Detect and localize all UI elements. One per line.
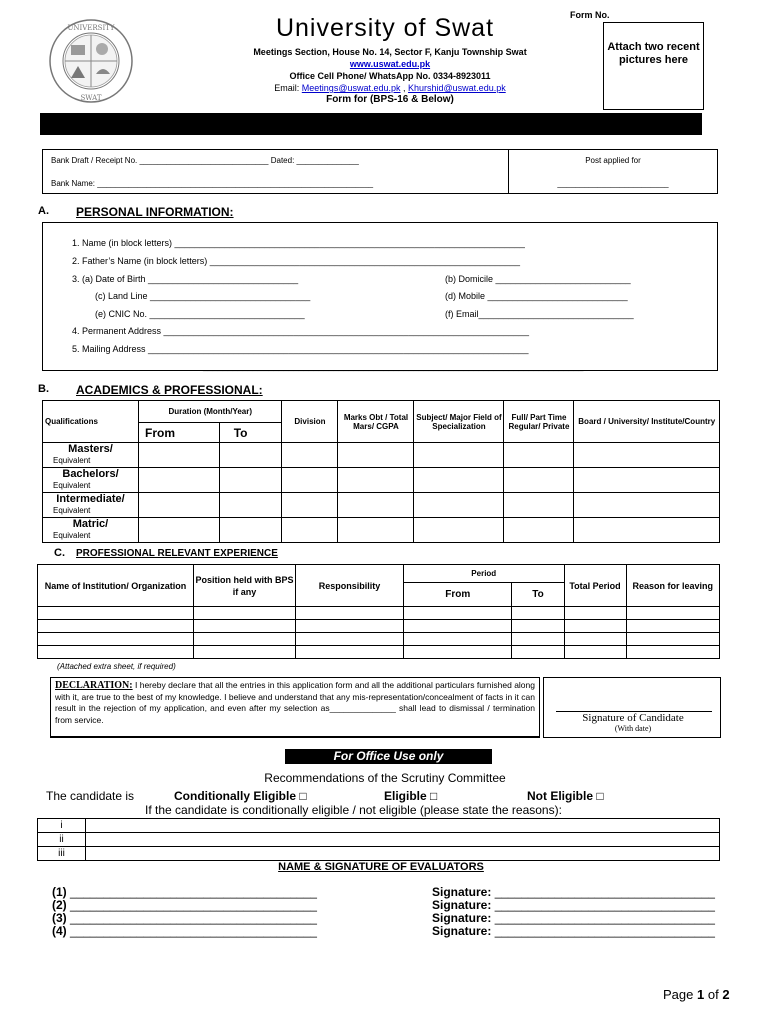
cell[interactable]	[512, 620, 564, 633]
signature-line[interactable]: _________________________________	[494, 924, 715, 938]
academics-table	[42, 400, 720, 543]
subject-header: Subject/ Major Field of Specialization	[414, 401, 504, 443]
cell[interactable]	[338, 518, 414, 543]
signature-label: Signature:	[432, 885, 492, 899]
cell[interactable]	[404, 607, 512, 620]
declaration-box	[50, 677, 540, 738]
section-a-letter: A.	[38, 205, 49, 217]
mobile-field[interactable]: (d) Mobile ____________________________	[445, 291, 628, 301]
checkbox-icon[interactable]: □	[430, 789, 438, 803]
cell[interactable]	[38, 620, 194, 633]
cell[interactable]	[564, 633, 626, 646]
candidate-is-label: The candidate is	[46, 789, 135, 803]
cell[interactable]	[512, 646, 564, 659]
reason-field[interactable]	[86, 833, 720, 847]
evaluator-num: (3)	[52, 911, 67, 925]
reason-field[interactable]	[86, 819, 720, 833]
cell[interactable]	[282, 493, 338, 518]
cell[interactable]	[194, 646, 296, 659]
cell[interactable]	[219, 468, 282, 493]
cell[interactable]	[414, 493, 504, 518]
qualification-sub: Equivalent	[53, 481, 91, 490]
office-use-banner: For Office Use only	[285, 749, 492, 764]
cell[interactable]	[282, 443, 338, 468]
cell[interactable]	[338, 443, 414, 468]
qualification-name: Masters/	[68, 443, 113, 455]
reason-num: ii	[38, 833, 86, 847]
cell[interactable]	[219, 493, 282, 518]
cell[interactable]	[404, 646, 512, 659]
qualification-sub: Equivalent	[53, 506, 91, 515]
cell[interactable]	[282, 518, 338, 543]
qualifications-header: Qualifications	[43, 401, 139, 443]
cell[interactable]	[626, 607, 719, 620]
qualification-name: Intermediate/	[56, 493, 125, 505]
table-row	[38, 607, 720, 620]
permanent-address-field[interactable]: 4. Permanent Address _________________________________________________________________________	[72, 326, 529, 336]
reason-header: Reason for leaving	[626, 565, 719, 607]
option-eligible[interactable]	[384, 789, 437, 803]
cell[interactable]	[282, 468, 338, 493]
cell[interactable]	[574, 493, 720, 518]
cell[interactable]	[338, 493, 414, 518]
landline-field[interactable]: (c) Land Line ________________________________	[95, 291, 311, 301]
cell[interactable]	[626, 646, 719, 659]
cell[interactable]	[338, 468, 414, 493]
board-header: Board / University/ Institute/Country	[574, 401, 720, 443]
cell[interactable]	[194, 607, 296, 620]
option-conditionally-eligible[interactable]	[174, 789, 307, 803]
responsibility-header: Responsibility	[296, 565, 404, 607]
option-label: Not Eligible	[527, 789, 593, 803]
email-link-1[interactable]: Meetings@uswat.edu.pk	[301, 83, 401, 93]
phone: Office Cell Phone/ WhatsApp No. 0334-8923011	[289, 71, 491, 81]
cell[interactable]	[504, 518, 574, 543]
evaluator-signatures	[432, 886, 715, 938]
cell[interactable]	[194, 620, 296, 633]
page-label: Page	[663, 987, 694, 1002]
cell[interactable]	[139, 443, 220, 468]
institution-header: Name of Institution/ Organization	[38, 565, 194, 607]
father-name-field[interactable]: 2. Father’s Name (in block letters) ______________________________________________________________	[72, 256, 521, 266]
cell[interactable]	[504, 443, 574, 468]
qualification-name: Matric/	[72, 518, 109, 530]
extra-sheet-note: (Attached extra sheet, if required)	[57, 662, 176, 671]
evaluator-name-line[interactable]: _____________________________________	[70, 924, 317, 938]
cell[interactable]	[38, 607, 194, 620]
university-logo	[36, 18, 146, 104]
exp-from-header: From	[404, 583, 512, 607]
section-c-letter: C.	[54, 547, 65, 559]
cell[interactable]	[414, 443, 504, 468]
table-row	[38, 620, 720, 633]
signature-label: Signature of Candidate	[582, 712, 684, 724]
signature-line[interactable]: _________________________________	[494, 885, 715, 899]
section-b-letter: B.	[38, 383, 49, 395]
cell[interactable]	[296, 620, 404, 633]
domicile-field[interactable]: (b) Domicile ___________________________	[445, 274, 631, 284]
experience-table	[37, 564, 720, 659]
cell[interactable]	[574, 468, 720, 493]
cell[interactable]	[219, 518, 282, 543]
fulltime-header: Full/ Part Time Regular/ Private	[504, 401, 574, 443]
checkbox-icon[interactable]: □	[299, 789, 307, 803]
mailing-address-field[interactable]: 5. Mailing Address ____________________________________________________________________________	[72, 344, 529, 354]
signature-line[interactable]: _________________________________	[494, 898, 715, 912]
photo-box: Attach two recent pictures here	[603, 22, 704, 110]
cell[interactable]	[219, 443, 282, 468]
form-for: Form for (BPS-16 & Below)	[326, 94, 454, 105]
cell[interactable]	[564, 607, 626, 620]
post-applied-label: Post applied for	[585, 156, 641, 165]
duration-header: Duration (Month/Year)	[139, 401, 282, 423]
total-period-header: Total Period	[564, 565, 626, 607]
svg-text:SWAT: SWAT	[80, 94, 102, 102]
signature-label: Signature:	[432, 924, 492, 938]
from-header: From	[139, 423, 220, 443]
signature-box[interactable]	[543, 677, 721, 738]
table-row	[43, 518, 720, 543]
checkbox-icon[interactable]: □	[596, 789, 604, 803]
cell[interactable]	[414, 468, 504, 493]
cell[interactable]	[296, 633, 404, 646]
evaluator-name-line[interactable]: _____________________________________	[70, 898, 317, 912]
cell[interactable]	[296, 607, 404, 620]
bank-name: Bank Name: ______________________________________________________________	[51, 179, 374, 188]
option-label: Eligible	[384, 789, 427, 803]
reason-field[interactable]	[86, 847, 720, 861]
cell[interactable]	[38, 646, 194, 659]
cell[interactable]	[139, 468, 220, 493]
reason-num: i	[38, 819, 86, 833]
table-row	[43, 493, 720, 518]
cell[interactable]	[574, 518, 720, 543]
to-header: To	[219, 423, 282, 443]
cnic-field[interactable]: (e) CNIC No. _______________________________	[95, 309, 305, 319]
email-separator: ,	[400, 83, 409, 93]
page-of: of	[707, 987, 719, 1002]
cell[interactable]	[139, 518, 220, 543]
cell[interactable]	[194, 633, 296, 646]
table-row	[43, 468, 720, 493]
website-link[interactable]: www.uswat.edu.pk	[349, 59, 431, 69]
svg-text:UNIVERSITY: UNIVERSITY	[67, 24, 115, 32]
cell[interactable]	[626, 633, 719, 646]
table-row	[38, 633, 720, 646]
cell[interactable]	[404, 633, 512, 646]
exp-to-header: To	[512, 583, 564, 607]
qualification-sub: Equivalent	[53, 531, 91, 540]
table-row	[43, 443, 720, 468]
signature-line[interactable]: _________________________________	[494, 911, 715, 925]
personal-info-box	[42, 222, 718, 371]
name-field[interactable]: 1. Name (in block letters) ______________________________________________________________________	[72, 238, 525, 248]
evaluator-num: (4)	[52, 924, 67, 938]
declaration-text: I hereby declare that all the entries in this application form and all the additional particulars furnished along with it, are true to the best of my knowledge. I believe and understand that any mis-representation/concealment of facts in it can result in the rejection of my application, and even after my selection as______________ shall lead to dismissal / termination from service.	[55, 680, 535, 725]
form-no-label: Form No.	[570, 10, 610, 20]
dob-field[interactable]: 3. (a) Date of Birth ______________________________	[72, 274, 299, 284]
cell[interactable]	[296, 646, 404, 659]
post-applied-line: _________________________	[557, 179, 669, 188]
option-not-eligible[interactable]	[527, 789, 604, 803]
page-total: 2	[722, 987, 730, 1002]
signature-label: Signature:	[432, 911, 492, 925]
reason-num: iii	[38, 847, 86, 861]
signature-label: Signature:	[432, 898, 492, 912]
period-header: Period	[404, 565, 565, 583]
cell[interactable]	[504, 493, 574, 518]
university-title: University of Swat	[275, 14, 495, 42]
option-label: Conditionally Eligible	[174, 789, 297, 803]
position-header: Position held with BPS if any	[194, 565, 296, 607]
division-header: Division	[282, 401, 338, 443]
reason-prompt: If the candidate is conditionally eligible / not eligible (please state the reasons):	[145, 803, 562, 817]
section-c-title: PROFESSIONAL RELEVANT EXPERIENCE	[76, 548, 278, 559]
page-current: 1	[697, 987, 705, 1002]
evaluator-num: (2)	[52, 898, 67, 912]
qualification-name: Bachelors/	[62, 468, 119, 480]
bank-draft: Bank Draft / Receipt No. _____________________________ Dated: ______________	[51, 156, 359, 165]
cell[interactable]	[504, 468, 574, 493]
cell[interactable]	[574, 443, 720, 468]
declaration-label: DECLARATION:	[55, 680, 133, 691]
cell[interactable]	[38, 633, 194, 646]
mailing-address-line-2[interactable]: ____________________________________________________________________________	[203, 361, 584, 371]
evaluators-title: NAME & SIGNATURE OF EVALUATORS	[278, 861, 484, 873]
email-link-2[interactable]: Khurshid@uswat.edu.pk	[408, 83, 506, 93]
page-number	[663, 987, 730, 1002]
cell[interactable]	[564, 646, 626, 659]
marks-header: Marks Obt / Total Mars/ CGPA	[338, 401, 414, 443]
cell[interactable]	[512, 607, 564, 620]
qualification-sub: Equivalent	[53, 456, 91, 465]
reasons-table	[37, 818, 720, 861]
email-field[interactable]: (f) Email_______________________________	[445, 309, 634, 319]
cell[interactable]	[139, 493, 220, 518]
evaluator-num: (1)	[52, 885, 67, 899]
address: Meetings Section, House No. 14, Sector F, Kanju Township Swat	[253, 47, 527, 57]
evaluator-name-line[interactable]: _____________________________________	[70, 911, 317, 925]
with-date-label: (With date)	[614, 724, 652, 733]
evaluator-names	[52, 886, 317, 938]
cell[interactable]	[512, 633, 564, 646]
cell[interactable]	[404, 620, 512, 633]
email-prefix: Email:	[274, 83, 302, 93]
cell[interactable]	[414, 518, 504, 543]
evaluator-name-line[interactable]: _____________________________________	[70, 885, 317, 899]
scrutiny-recommendations: Recommendations of the Scrutiny Committee	[264, 771, 506, 785]
table-row	[38, 646, 720, 659]
section-b-title: ACADEMICS & PROFESSIONAL:	[76, 383, 263, 397]
bank-box	[42, 149, 718, 194]
cell[interactable]	[626, 620, 719, 633]
cell[interactable]	[564, 620, 626, 633]
section-a-title: PERSONAL INFORMATION:	[76, 205, 234, 219]
header-band	[40, 113, 702, 135]
